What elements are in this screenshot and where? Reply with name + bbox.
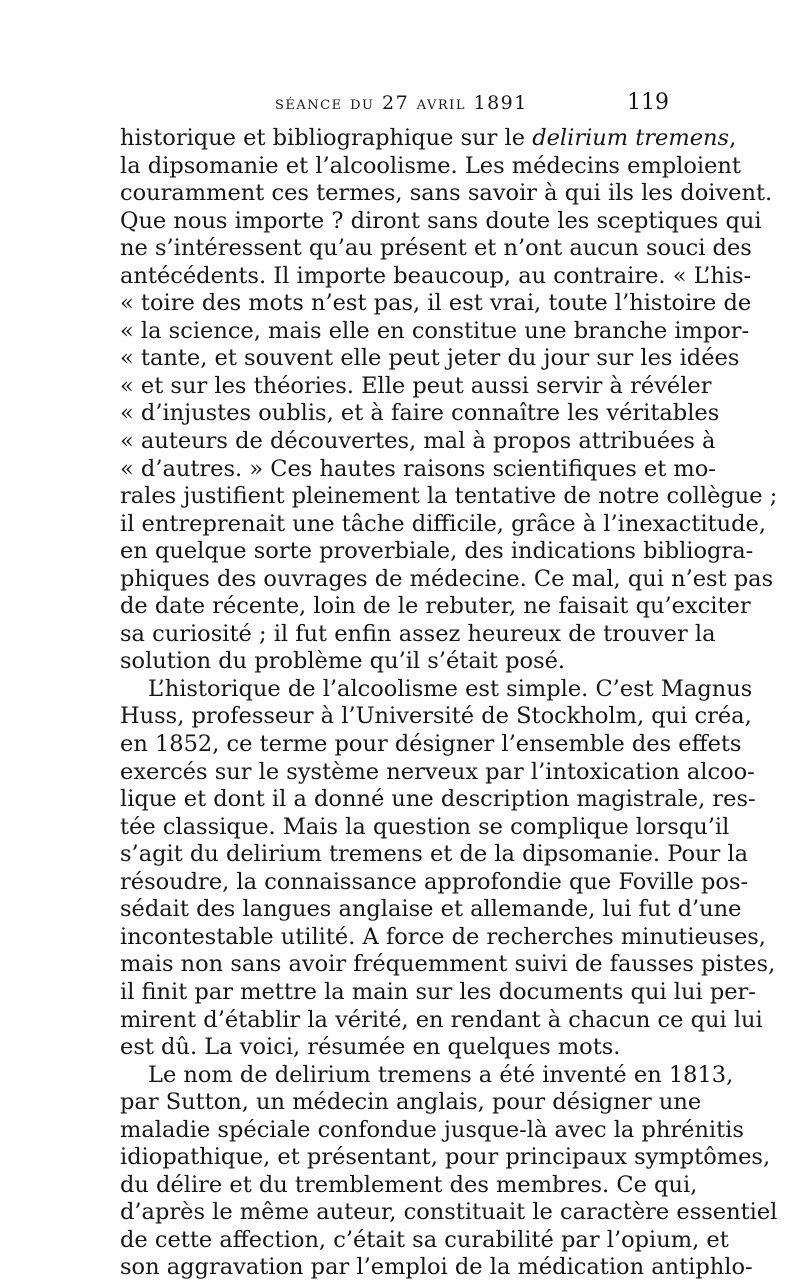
- text-line: [120, 538, 754, 566]
- text-line-content: « auteurs de découvertes, mal à propos attribuées à: [120, 428, 716, 455]
- text-line: [120, 483, 778, 511]
- text-line-content: de date récente, loin de le rebuter, ne faisait qu’exciter: [120, 593, 751, 620]
- text-line-content: par Sutton, un médecin anglais, pour désigner une: [120, 1089, 702, 1116]
- text-line: [120, 758, 755, 787]
- text-line: [120, 1089, 702, 1117]
- text-line-content: mirent d’établir la vérité, en rendant à chacun ce qui lui: [120, 1006, 763, 1033]
- text-line-content: « toire des mots n’est pas, il est vrai, toute l’histoire de: [120, 290, 752, 317]
- text-line-content: antécédents. Il importe beaucoup, au contraire. « L’his-: [120, 262, 752, 289]
- text-line: [120, 455, 716, 484]
- text-line: [120, 896, 742, 924]
- text-line: [120, 1116, 744, 1145]
- text-line: [120, 1254, 753, 1282]
- body-text: [120, 125, 778, 1282]
- text-line-content: en quelque sorte proverbiale, des indications bibliogra-: [120, 538, 754, 565]
- text-line-content: résoudre, la connaissance approfondie que Foville pos-: [120, 868, 749, 895]
- text-line: [120, 345, 740, 373]
- text-line: [120, 620, 716, 649]
- text-line: [120, 951, 776, 979]
- text-line: [120, 813, 730, 842]
- text-line: [120, 1144, 771, 1172]
- text-line: [120, 125, 737, 153]
- text-line-content: Que nous importe ? diront sans doute les sceptiques qui: [120, 207, 762, 234]
- text-line: [120, 593, 751, 621]
- text-line-content: il finit par mettre la main sur les documents qui lui per-: [120, 978, 756, 1005]
- text-line: [120, 1171, 698, 1200]
- text-line-content: « d’injustes oublis, et à faire connaître les véritables: [120, 400, 720, 427]
- text-line-punctuation: ,: [729, 125, 737, 151]
- text-line: [120, 1006, 763, 1035]
- text-line: [120, 978, 756, 1007]
- text-line: [120, 152, 741, 181]
- text-line-content: tée classique. Mais la question se complique lorsqu’il: [120, 813, 730, 840]
- text-line-content: il entreprenait une tâche difficile, grâce à l’inexactitude,: [120, 510, 766, 537]
- text-line: [120, 565, 774, 594]
- text-line-content: s’agit du delirium tremens et de la dipsomanie. Pour la: [120, 841, 749, 868]
- text-line: [120, 1034, 671, 1062]
- text-line-content: solution du problème qu’il s’était posé.: [120, 648, 566, 675]
- text-line: [120, 400, 720, 428]
- text-line: [120, 180, 773, 208]
- text-line-content: Huss, professeur à l’Université de Stockholm, qui créa,: [120, 703, 752, 730]
- text-line-content: est dû. La voici, résumée en quelques mots.: [120, 1034, 621, 1061]
- text-line: [120, 868, 749, 897]
- text-line: [120, 1061, 734, 1090]
- text-line-content: sa curiosité ; il fut enfin assez heureux de trouver la: [120, 620, 716, 647]
- text-line: [120, 841, 749, 869]
- text-line-content: son aggravation par l’emploi de la médication antiphlo-: [120, 1254, 753, 1281]
- text-line-content: en 1852, ce terme pour désigner l’ensemble des effets: [120, 731, 742, 758]
- page-header: [120, 90, 671, 120]
- text-line-content: couramment ces termes, sans savoir à qui ils les doivent.: [120, 180, 773, 207]
- text-line-content: du délire et du tremblement des membres. Ce qui,: [120, 1171, 698, 1198]
- text-line-content: idiopathique, et présentant, pour principaux symptômes,: [120, 1144, 771, 1171]
- text-line-content: de cette affection, c’était sa curabilité par l’opium, et: [120, 1226, 729, 1253]
- text-line: [120, 317, 750, 346]
- text-line-content: mais non sans avoir fréquemment suivi de fausses pistes,: [120, 951, 776, 978]
- running-head: séance du 27 avril 1891: [275, 92, 528, 114]
- text-line-content: « tante, et souvent elle peut jeter du jour sur les idées: [120, 345, 740, 372]
- text-line: [120, 1226, 729, 1255]
- text-line-content: historique et bibliographique sur le: [120, 125, 533, 151]
- text-line-content: lique et dont il a donné une description magistrale, res-: [120, 786, 756, 813]
- text-line-content: incontestable utilité. A force de recherches minutieuses,: [120, 923, 766, 950]
- text-line-content: « la science, mais elle en constitue une branche impor-: [120, 317, 750, 344]
- text-line-content: phiques des ouvrages de médecine. Ce mal, qui n’est pas: [120, 565, 774, 592]
- text-line-content: la dipsomanie et l’alcoolisme. Les médecins emploient: [120, 152, 741, 179]
- text-line: [120, 262, 752, 291]
- text-line: [120, 675, 753, 704]
- text-line: [120, 207, 762, 236]
- text-line-content: exercés sur le système nerveux par l’intoxication alcoo-: [120, 758, 755, 785]
- text-line: [120, 428, 716, 456]
- text-line: [120, 703, 752, 731]
- text-line: [120, 235, 752, 263]
- text-line-content: sédait des langues anglaise et allemande, lui fut d’une: [120, 896, 742, 923]
- text-line: [120, 1199, 778, 1227]
- text-line-content: L’historique de l’alcoolisme est simple. C’est Magnus: [148, 675, 753, 702]
- page-number: 119: [627, 90, 669, 115]
- text-line: [120, 923, 766, 952]
- text-line: [120, 731, 742, 759]
- text-line: [120, 648, 671, 676]
- text-line-content: d’après le même auteur, constituait le caractère essentiel: [120, 1199, 778, 1226]
- italic-term: delirium tremens: [532, 125, 730, 151]
- text-line: [120, 786, 756, 814]
- text-line-content: ne s’intéressent qu’au présent et n’ont aucun souci des: [120, 235, 752, 262]
- text-line-content: Le nom de delirium tremens a été inventé en 1813,: [148, 1061, 734, 1088]
- text-line: [120, 290, 752, 318]
- text-line-content: « d’autres. » Ces hautes raisons scientifiques et mo-: [120, 455, 716, 482]
- text-line-content: rales justifient pleinement la tentative de notre collègue ;: [120, 483, 778, 510]
- text-line: [120, 372, 712, 401]
- text-line: [120, 510, 766, 539]
- text-line-content: maladie spéciale confondue jusque-là avec la phrénitis: [120, 1116, 744, 1143]
- text-line-content: « et sur les théories. Elle peut aussi servir à révéler: [120, 372, 712, 399]
